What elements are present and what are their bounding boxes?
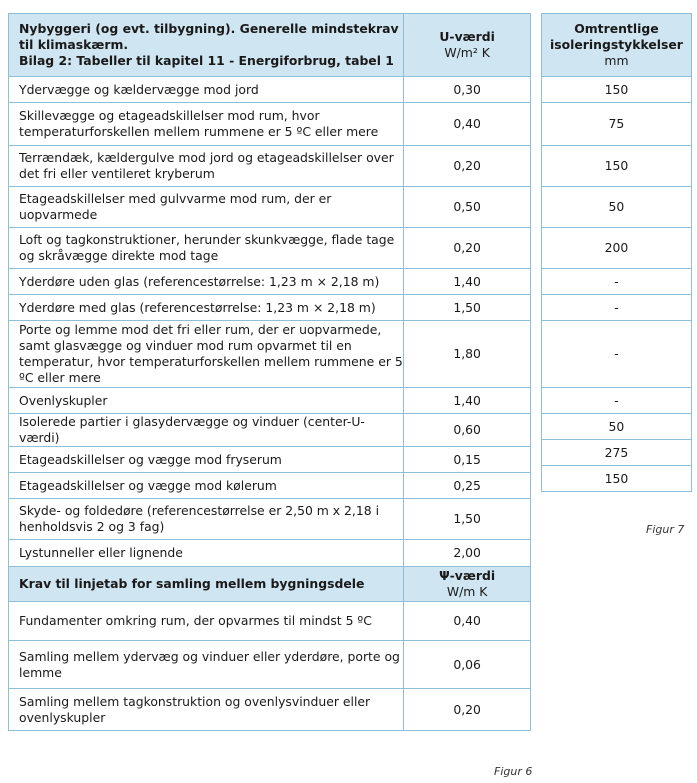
- figure-6-caption: Figur 6: [494, 765, 533, 778]
- side-header-title: Omtrentlige isoleringstykkelser: [550, 21, 683, 52]
- insulation-thickness-table: [541, 13, 692, 492]
- u-value-label: U-værdi: [439, 29, 495, 44]
- table-row: [542, 466, 692, 492]
- table-row: [542, 321, 692, 388]
- table-row: [9, 295, 531, 321]
- row-u-value: 0,50: [404, 187, 531, 228]
- row-label: Terrændæk, kældergulve mod jord og etageadskillelser over det fri eller ventileret kryberum: [9, 146, 404, 187]
- figure-7-caption: Figur 7: [646, 523, 685, 536]
- row-label: Ovenlyskupler: [9, 388, 404, 414]
- row-label: Etageadskillelser og vægge mod kølerum: [9, 473, 404, 499]
- row-label: Lystunneller eller lignende: [9, 540, 404, 567]
- row-u-value: 1,80: [404, 321, 531, 388]
- table-row: [9, 602, 531, 641]
- table-row: [542, 146, 692, 187]
- table-row: [542, 414, 692, 440]
- row-label: Skyde- og foldedøre (referencestørrelse er 2,50 m x 2,18 i henholdsvis 2 og 3 fag): [9, 499, 404, 540]
- linear-loss-header-row: [9, 567, 531, 602]
- psi-value-unit: W/m K: [446, 584, 488, 599]
- u-value-header: [404, 14, 531, 77]
- table-row: [542, 269, 692, 295]
- row-label: Skillevægge og etageadskillelser mod rum, hvor temperaturforskellen mellem rummene er 5 ºC eller mere: [9, 103, 404, 146]
- table-row: [542, 228, 692, 269]
- row-u-value: 0,60: [404, 414, 531, 447]
- row-psi-value: 0,20: [404, 689, 531, 731]
- main-header-row: [9, 14, 531, 77]
- table-row: [9, 388, 531, 414]
- side-header-unit: mm: [604, 53, 629, 68]
- table-row: [9, 473, 531, 499]
- table-row: [9, 103, 531, 146]
- thickness-value: 50: [542, 187, 692, 228]
- row-label: Ydervægge og kældervægge mod jord: [9, 77, 404, 103]
- thickness-value: 275: [542, 440, 692, 466]
- row-label: Yderdøre uden glas (referencestørrelse: 1,23 m × 2,18 m): [9, 269, 404, 295]
- thickness-value: 200: [542, 228, 692, 269]
- thickness-value: -: [542, 295, 692, 321]
- row-u-value: 1,50: [404, 499, 531, 540]
- row-label: Loft og tagkonstruktioner, herunder skunkvægge, flade tage og skråvægge direkte mod tage: [9, 228, 404, 269]
- main-requirements-table: [8, 13, 531, 731]
- row-u-value: 0,20: [404, 228, 531, 269]
- thickness-value: 150: [542, 77, 692, 103]
- row-u-value: 0,15: [404, 447, 531, 473]
- thickness-value: -: [542, 321, 692, 388]
- header-title-line: Nybyggeri (og evt. tilbygning). Generelle mindstekrav til klimaskærm.: [19, 21, 399, 52]
- thickness-value: 75: [542, 103, 692, 146]
- table-row: [9, 447, 531, 473]
- table-row: [9, 689, 531, 731]
- table-row: [9, 540, 531, 567]
- linear-loss-header-title: Krav til linjetab for samling mellem bygningsdele: [9, 567, 404, 602]
- thickness-value: 150: [542, 146, 692, 187]
- header-title-line: Bilag 2: Tabeller til kapitel 11 - Energiforbrug, tabel 1: [19, 53, 394, 68]
- table-row: [9, 269, 531, 295]
- row-label: Fundamenter omkring rum, der opvarmes til mindst 5 ºC: [9, 602, 404, 641]
- table-row: [542, 440, 692, 466]
- table-row: [9, 187, 531, 228]
- psi-value-label: Ψ-værdi: [439, 568, 496, 583]
- row-u-value: 0,20: [404, 146, 531, 187]
- main-header-title: [9, 14, 404, 77]
- table-row: [542, 388, 692, 414]
- row-u-value: 1,40: [404, 388, 531, 414]
- table-row: [542, 103, 692, 146]
- table-row: [9, 414, 531, 447]
- row-psi-value: 0,40: [404, 602, 531, 641]
- row-u-value: 0,40: [404, 103, 531, 146]
- row-label: Etageadskillelser og vægge mod fryserum: [9, 447, 404, 473]
- table-row: [9, 499, 531, 540]
- psi-value-header: [404, 567, 531, 602]
- table-row: [542, 77, 692, 103]
- table-row: [9, 77, 531, 103]
- side-header: [542, 14, 692, 77]
- row-label: Yderdøre med glas (referencestørrelse: 1,23 m × 2,18 m): [9, 295, 404, 321]
- table-row: [9, 228, 531, 269]
- row-psi-value: 0,06: [404, 641, 531, 689]
- row-u-value: 0,25: [404, 473, 531, 499]
- thickness-value: 150: [542, 466, 692, 492]
- u-value-unit: W/m² K: [444, 45, 490, 60]
- row-label: Isolerede partier i glasydervægge og vinduer (center-U-værdi): [9, 414, 404, 447]
- row-label: Samling mellem tagkonstruktion og ovenlysvinduer eller ovenlyskupler: [9, 689, 404, 731]
- row-label: Samling mellem ydervæg og vinduer eller yderdøre, porte og lemme: [9, 641, 404, 689]
- row-label: Porte og lemme mod det fri eller rum, der er uopvarmede, samt glasvægge og vinduer mod rum opvarmet til en temperatur, hvor temperaturforskellen mellem rummene er 5 ºC eller mere: [9, 321, 404, 388]
- table-row: [9, 321, 531, 388]
- row-label: Etageadskillelser med gulvvarme mod rum, der er uopvarmede: [9, 187, 404, 228]
- table-row: [9, 641, 531, 689]
- thickness-value: 50: [542, 414, 692, 440]
- table-row: [542, 295, 692, 321]
- thickness-value: -: [542, 388, 692, 414]
- row-u-value: 0,30: [404, 77, 531, 103]
- row-u-value: 1,40: [404, 269, 531, 295]
- row-u-value: 2,00: [404, 540, 531, 567]
- table-row: [542, 187, 692, 228]
- side-header-row: [542, 14, 692, 77]
- thickness-value: -: [542, 269, 692, 295]
- table-row: [9, 146, 531, 187]
- row-u-value: 1,50: [404, 295, 531, 321]
